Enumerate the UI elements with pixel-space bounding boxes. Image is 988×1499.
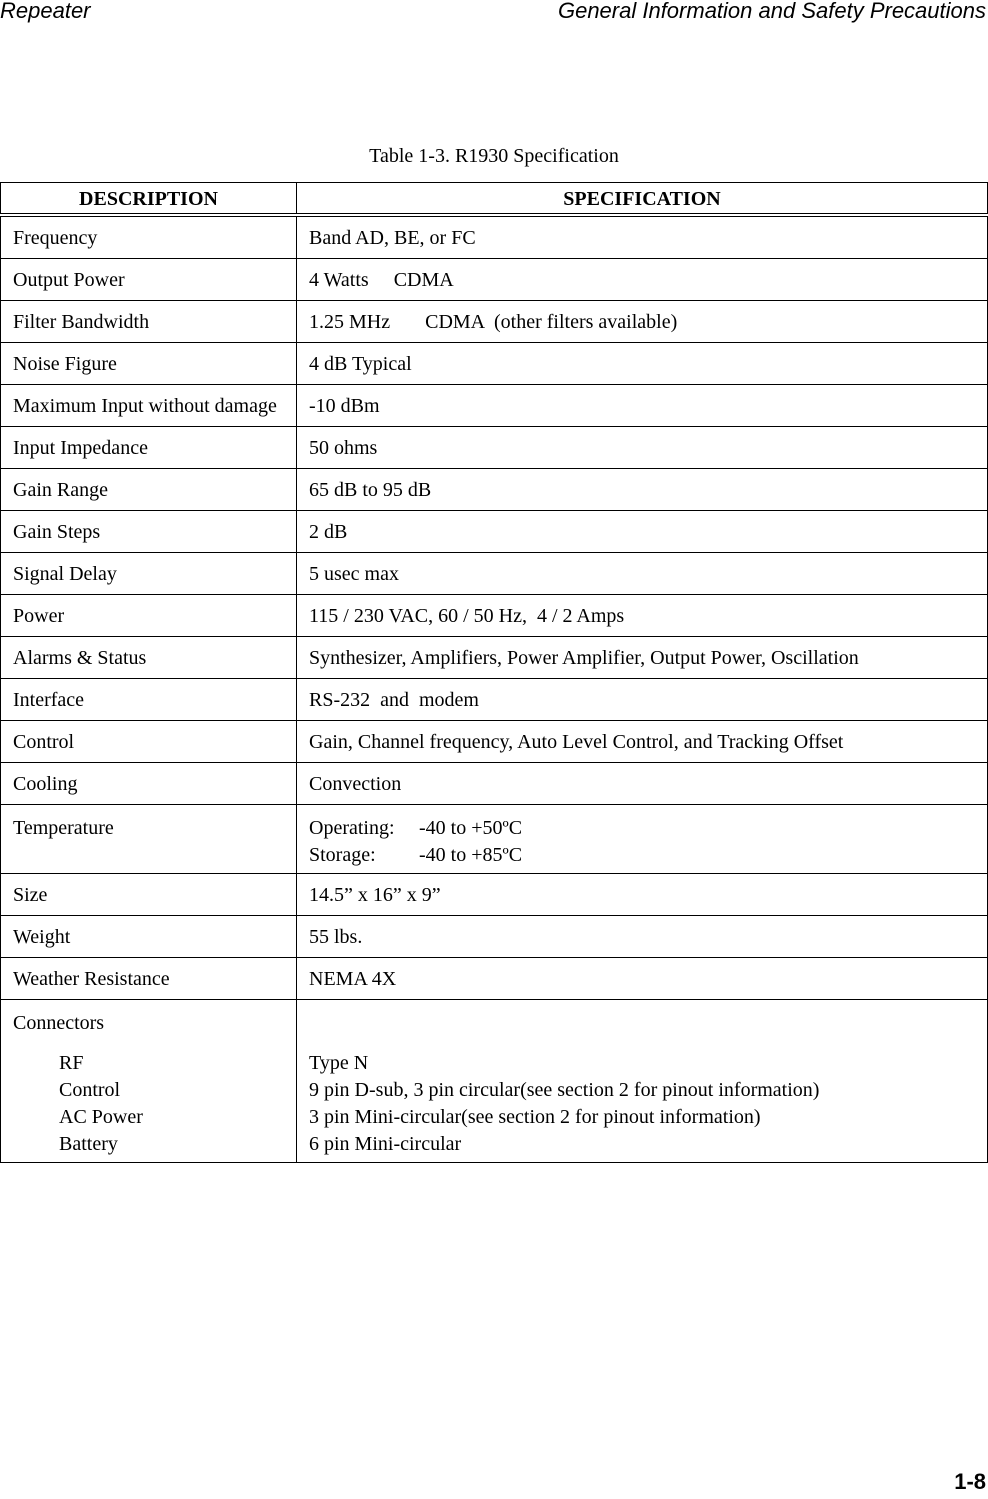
- table-row: [1, 511, 988, 553]
- table-row: [1, 763, 988, 805]
- row-specification: Synthesizer, Amplifiers, Power Amplifier, Output Power, Oscillation: [297, 637, 988, 679]
- row-specification: Band AD, BE, or FC: [297, 215, 988, 259]
- running-header-right: General Information and Safety Precautions: [557, 0, 986, 23]
- row-description: Gain Steps: [1, 511, 297, 553]
- row-description: Noise Figure: [1, 343, 297, 385]
- row-specification: Convection: [297, 763, 988, 805]
- table-row-temperature: [1, 805, 988, 874]
- specification-table: [0, 182, 988, 1163]
- table-row: [1, 259, 988, 301]
- temperature-operating: [309, 815, 975, 842]
- row-description: Interface: [1, 679, 297, 721]
- row-specification: RS-232 and modem: [297, 679, 988, 721]
- row-description: Temperature: [1, 805, 297, 874]
- connector-spec: 3 pin Mini-circular(see section 2 for pinout information): [309, 1106, 761, 1128]
- row-specification: Gain, Channel frequency, Auto Level Control, and Tracking Offset: [297, 721, 988, 763]
- table-row: [1, 916, 988, 958]
- table-row: [1, 874, 988, 916]
- row-description: Output Power: [1, 259, 297, 301]
- connector-spec: 9 pin D-sub, 3 pin circular(see section 2 for pinout information): [309, 1079, 820, 1101]
- operating-value: -40 to +50ºC: [419, 817, 523, 839]
- table-header-row: [1, 183, 988, 216]
- connector-spec: 6 pin Mini-circular: [309, 1133, 462, 1155]
- table-row: [1, 679, 988, 721]
- row-description: Frequency: [1, 215, 297, 259]
- row-description: Weight: [1, 916, 297, 958]
- table-row: [1, 595, 988, 637]
- table-row: [1, 721, 988, 763]
- table-row: [1, 215, 988, 259]
- table-row: [1, 385, 988, 427]
- connector-spec: Type N: [309, 1052, 369, 1074]
- row-specification: [297, 1000, 988, 1163]
- operating-label: Operating:: [309, 817, 395, 839]
- connectors-label: Connectors: [13, 1012, 105, 1034]
- table-row-connectors: [1, 1000, 988, 1163]
- row-specification: 14.5” x 16” x 9”: [297, 874, 988, 916]
- table-row: [1, 637, 988, 679]
- row-description: Power: [1, 595, 297, 637]
- connector-name: AC Power: [59, 1106, 143, 1128]
- row-specification: 65 dB to 95 dB: [297, 469, 988, 511]
- row-specification: 2 dB: [297, 511, 988, 553]
- row-specification: 115 / 230 VAC, 60 / 50 Hz, 4 / 2 Amps: [297, 595, 988, 637]
- row-specification: 1.25 MHz CDMA (other filters available): [297, 301, 988, 343]
- row-description: [1, 1000, 297, 1163]
- row-specification: NEMA 4X: [297, 958, 988, 1000]
- row-specification: -10 dBm: [297, 385, 988, 427]
- row-description: Input Impedance: [1, 427, 297, 469]
- row-specification: 50 ohms: [297, 427, 988, 469]
- column-header-specification: SPECIFICATION: [297, 183, 988, 216]
- row-description: Control: [1, 721, 297, 763]
- row-description: Alarms & Status: [1, 637, 297, 679]
- temperature-storage: [309, 842, 975, 869]
- row-specification: 4 Watts CDMA: [297, 259, 988, 301]
- row-description: Maximum Input without damage: [1, 385, 297, 427]
- row-specification: [297, 805, 988, 874]
- row-description: Gain Range: [1, 469, 297, 511]
- row-description: Weather Resistance: [1, 958, 297, 1000]
- storage-value: -40 to +85ºC: [419, 844, 523, 866]
- table-caption: Table 1-3. R1930 Specification: [369, 145, 619, 167]
- column-header-description: DESCRIPTION: [1, 183, 297, 216]
- table-row: [1, 553, 988, 595]
- row-specification: 4 dB Typical: [297, 343, 988, 385]
- table-row: [1, 469, 988, 511]
- running-header-left: Repeater: [0, 0, 91, 23]
- table-row: [1, 958, 988, 1000]
- row-specification: 5 usec max: [297, 553, 988, 595]
- table-row: [1, 343, 988, 385]
- storage-label: Storage:: [309, 844, 376, 866]
- row-description: Size: [1, 874, 297, 916]
- row-description: Filter Bandwidth: [1, 301, 297, 343]
- row-specification: 55 lbs.: [297, 916, 988, 958]
- table-row: [1, 427, 988, 469]
- connector-name: RF: [59, 1052, 84, 1074]
- connector-name: Control: [59, 1079, 121, 1101]
- row-description: Cooling: [1, 763, 297, 805]
- row-description: Signal Delay: [1, 553, 297, 595]
- table-row: [1, 301, 988, 343]
- page-number: 1-8: [954, 1469, 986, 1494]
- connector-name: Battery: [59, 1133, 118, 1155]
